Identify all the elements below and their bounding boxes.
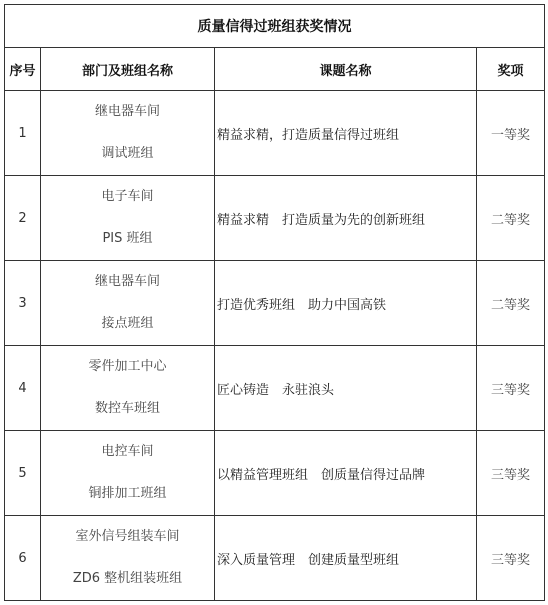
header-row bbox=[5, 48, 545, 91]
row-department bbox=[41, 261, 215, 346]
row-department bbox=[41, 91, 215, 176]
row-index: 1 bbox=[5, 91, 41, 176]
table-title: 质量信得过班组获奖情况 bbox=[5, 5, 545, 48]
department-name: 电控车间 bbox=[101, 444, 154, 459]
team-name: PIS 班组 bbox=[102, 231, 153, 246]
row-topic: 深入质量管理 创建质量型班组 bbox=[215, 516, 477, 601]
team-name: 铜排加工班组 bbox=[88, 486, 167, 501]
team-name: 数控车班组 bbox=[94, 401, 160, 416]
row-topic: 打造优秀班组 助力中国高铁 bbox=[215, 261, 477, 346]
team-name: 调试班组 bbox=[101, 146, 154, 161]
row-award: 三等奖 bbox=[477, 346, 545, 431]
row-award: 二等奖 bbox=[477, 261, 545, 346]
department-name: 继电器车间 bbox=[94, 104, 160, 119]
award-table bbox=[4, 4, 545, 601]
row-index: 5 bbox=[5, 431, 41, 516]
department-name: 继电器车间 bbox=[94, 274, 160, 289]
row-index: 2 bbox=[5, 176, 41, 261]
row-topic: 精益求精，打造质量信得过班组 bbox=[215, 91, 477, 176]
department-name: 零件加工中心 bbox=[88, 359, 167, 374]
row-index: 6 bbox=[5, 516, 41, 601]
department-name: 电子车间 bbox=[101, 189, 154, 204]
table-row bbox=[5, 346, 545, 431]
row-department bbox=[41, 176, 215, 261]
row-index: 3 bbox=[5, 261, 41, 346]
department-name: 室外信号组装车间 bbox=[75, 529, 180, 544]
row-award: 三等奖 bbox=[477, 431, 545, 516]
team-name: ZD6 整机组装班组 bbox=[72, 571, 183, 586]
row-award: 二等奖 bbox=[477, 176, 545, 261]
header-index: 序号 bbox=[5, 48, 41, 91]
row-award: 一等奖 bbox=[477, 91, 545, 176]
row-index: 4 bbox=[5, 346, 41, 431]
row-department bbox=[41, 516, 215, 601]
table-row bbox=[5, 261, 545, 346]
row-topic: 匠心铸造 永驻浪头 bbox=[215, 346, 477, 431]
table-row bbox=[5, 176, 545, 261]
title-row bbox=[5, 5, 545, 48]
header-award: 奖项 bbox=[477, 48, 545, 91]
row-topic: 精益求精 打造质量为先的创新班组 bbox=[215, 176, 477, 261]
header-topic: 课题名称 bbox=[215, 48, 477, 91]
team-name: 接点班组 bbox=[101, 316, 154, 331]
row-department bbox=[41, 431, 215, 516]
row-department bbox=[41, 346, 215, 431]
row-topic: 以精益管理班组 创质量信得过品牌 bbox=[215, 431, 477, 516]
table-row bbox=[5, 516, 545, 601]
table-row bbox=[5, 91, 545, 176]
header-department: 部门及班组名称 bbox=[41, 48, 215, 91]
table-row bbox=[5, 431, 545, 516]
row-award: 三等奖 bbox=[477, 516, 545, 601]
